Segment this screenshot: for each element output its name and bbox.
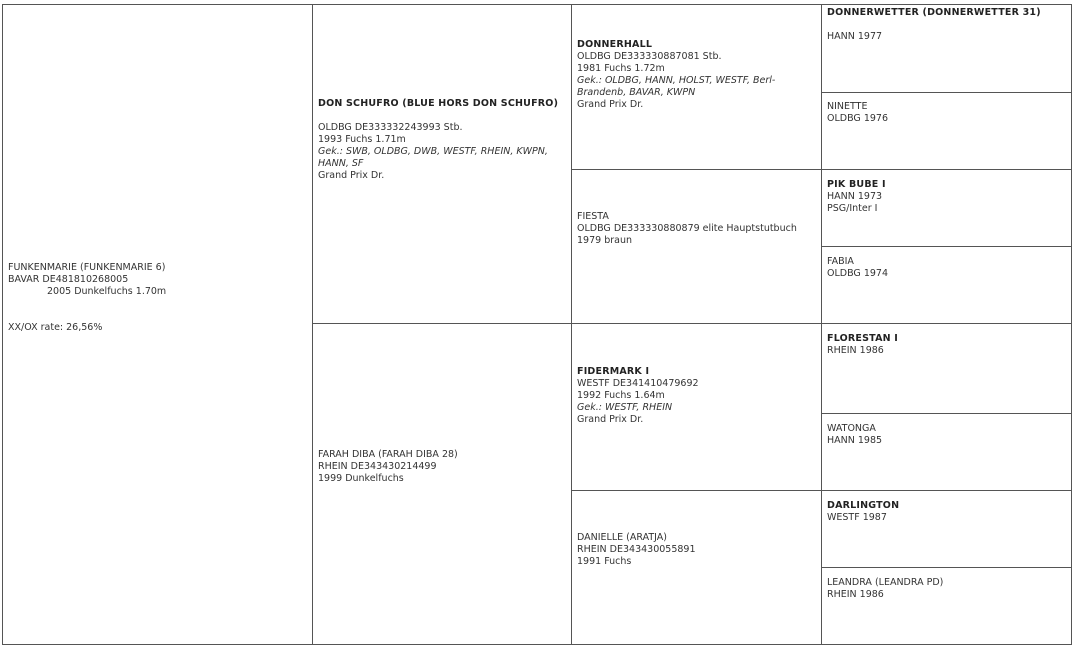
dam-sire-info: 1992 Fuchs 1.64m	[577, 390, 665, 401]
sire-dam-name: FIESTA	[577, 211, 609, 222]
sire-sire-cell	[571, 4, 822, 170]
sire-performance: Grand Prix Dr.	[318, 170, 385, 181]
ggen-3-performance: PSG/Inter I	[827, 203, 878, 214]
ggen-5-name[interactable]: FLORESTAN I	[827, 333, 899, 344]
ggen-6-name: WATONGA	[827, 423, 876, 434]
ggen-2-name: NINETTE	[827, 101, 868, 112]
sire-sire-performance: Grand Prix Dr.	[577, 99, 644, 110]
ggen-3-name[interactable]: PIK BUBE I	[827, 179, 886, 190]
sire-sire-info: 1981 Fuchs 1.72m	[577, 63, 665, 74]
sire-sire-gekoert: Gek.: OLDBG, HANN, HOLST, WESTF, Berl-Brandenb, BAVAR, KWPN	[577, 75, 776, 98]
ggen-2-registration: OLDBG 1976	[827, 113, 888, 124]
ggen-cell-6	[821, 413, 1072, 491]
ggen-cell-4	[821, 246, 1072, 324]
ggen-cell-5	[821, 323, 1072, 414]
dam-dam-cell	[571, 490, 822, 645]
sire-registration: OLDBG DE333332243993 Stb.	[318, 122, 463, 133]
subject-name: FUNKENMARIE (FUNKENMARIE 6)	[8, 262, 166, 273]
dam-sire-registration: WESTF DE341410479692	[577, 378, 699, 389]
dam-sire-gekoert: Gek.: WESTF, RHEIN	[577, 402, 673, 413]
sire-sire-name[interactable]: DONNERHALL	[577, 39, 653, 50]
subject-registration: BAVAR DE481810268005	[8, 274, 129, 285]
sire-info: 1993 Fuchs 1.71m	[318, 134, 406, 145]
subject-cell	[2, 4, 313, 645]
ggen-1-registration: HANN 1977	[827, 31, 883, 42]
dam-sire-name[interactable]: FIDERMARK I	[577, 366, 650, 377]
dam-cell	[312, 323, 572, 645]
dam-registration: RHEIN DE343430214499	[318, 461, 437, 472]
dam-dam-info: 1991 Fuchs	[577, 556, 632, 567]
sire-dam-cell	[571, 169, 822, 324]
sire-gekoert: Gek.: SWB, OLDBG, DWB, WESTF, RHEIN, KWPN, HANN, SF	[318, 146, 548, 169]
dam-dam-name: DANIELLE (ARATJA)	[577, 532, 667, 543]
ggen-5-registration: RHEIN 1986	[827, 345, 884, 356]
sire-dam-registration: OLDBG DE333330880879 elite Hauptstutbuch	[577, 223, 797, 234]
ggen-cell-7	[821, 490, 1072, 568]
ggen-1-name[interactable]: DONNERWETTER (DONNERWETTER 31)	[827, 7, 1041, 18]
ggen-cell-1	[821, 4, 1072, 93]
dam-dam-registration: RHEIN DE343430055891	[577, 544, 696, 555]
sire-name[interactable]: DON SCHUFRO (BLUE HORS DON SCHUFRO)	[318, 98, 559, 109]
subject-info: 2005 Dunkelfuchs 1.70m	[47, 286, 167, 297]
ggen-cell-3	[821, 169, 1072, 247]
ggen-8-name: LEANDRA (LEANDRA PD)	[827, 577, 944, 588]
dam-info: 1999 Dunkelfuchs	[318, 473, 404, 484]
ggen-cell-2	[821, 92, 1072, 170]
sire-dam-info: 1979 braun	[577, 235, 632, 246]
subject-xx-ox-rate: XX/OX rate: 26,56%	[8, 322, 103, 333]
sire-sire-registration: OLDBG DE333330887081 Stb.	[577, 51, 722, 62]
ggen-6-registration: HANN 1985	[827, 435, 883, 446]
ggen-4-registration: OLDBG 1974	[827, 268, 888, 279]
dam-name: FARAH DIBA (FARAH DIBA 28)	[318, 449, 458, 460]
ggen-7-registration: WESTF 1987	[827, 512, 887, 523]
ggen-7-name[interactable]: DARLINGTON	[827, 500, 900, 511]
ggen-3-registration: HANN 1973	[827, 191, 883, 202]
ggen-8-registration: RHEIN 1986	[827, 589, 884, 600]
sire-cell	[312, 4, 572, 324]
ggen-cell-8	[821, 567, 1072, 645]
ggen-4-name: FABIA	[827, 256, 854, 267]
dam-sire-cell	[571, 323, 822, 491]
dam-sire-performance: Grand Prix Dr.	[577, 414, 644, 425]
